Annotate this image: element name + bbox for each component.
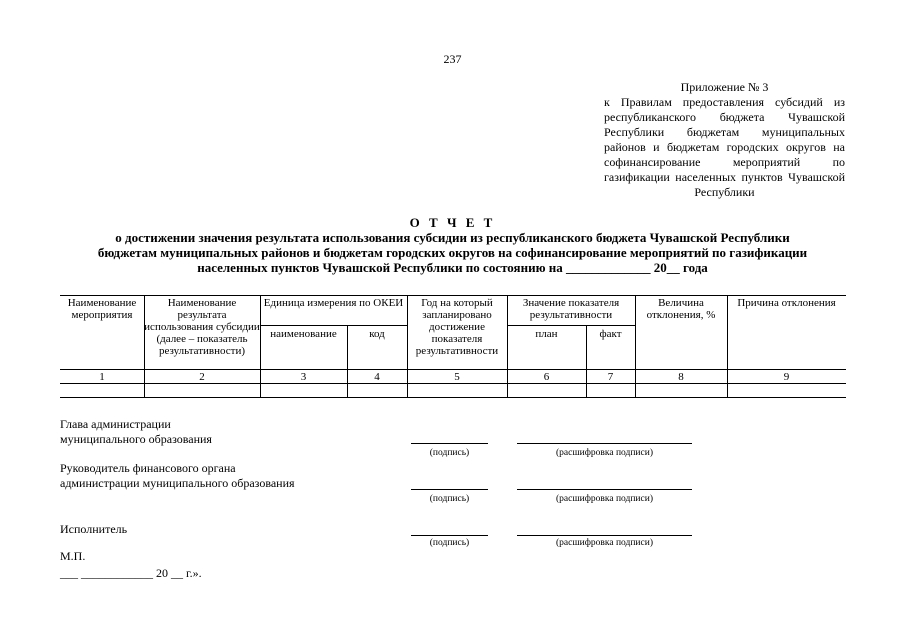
header-plan: план [535,328,558,340]
report-table [60,295,846,398]
appendix-block [604,80,845,200]
finance-decode-line [517,489,692,490]
executor-label: Исполнитель [60,522,128,536]
page-number: 237 [443,52,462,66]
column-number: 1 [99,371,105,383]
column-number: 8 [678,371,684,383]
head-signatory [60,417,212,447]
column-number: 7 [607,371,614,383]
finance-sign-caption: (подпись) [429,494,470,504]
table-top-line [60,295,846,296]
report-subtitle-line1: о достижении значения результата использования субсидии из республиканского бюджета Чувашской Республики [115,230,790,245]
head-decode-line [517,443,692,444]
header-result-name: Наименование результата использования субсидии (далее – показатель результативности) [144,297,260,357]
head-title-line1: Глава администрации [60,417,171,431]
column-number: 2 [199,371,205,383]
header-planned-year: Год на который запланировано достижение показателя результативности [415,297,499,357]
column-number: 3 [300,371,307,383]
appendix-body: к Правилам предоставления субсидий из республиканского бюджета Чувашской Республики бюджетам муниципальных районов и бюджетам городских округов на софинансирование мероприятий по газификации населенных пунктов Чувашской Республики [604,95,845,199]
header-reason: Причина отклонения [737,297,836,309]
header-measure-name: Наименование мероприятия [67,297,137,321]
finance-title-line2: администрации муниципального образования [60,476,295,490]
finance-signatory [60,461,295,491]
executor-signature-line [411,535,488,536]
finance-decode-caption: (расшифровка подписи) [556,494,653,504]
head-title-line2: муниципального образования [60,432,212,446]
column-number: 9 [783,371,790,383]
header-value-group: Значение показателя результативности [522,297,620,321]
finance-title-line1: Руководитель финансового органа [60,461,236,475]
finance-signature-line [411,489,488,490]
stamp-label: М.П. [60,549,86,563]
date-line: ___ ____________ 20 __ г.». [60,566,202,580]
executor-decode-line [517,535,692,536]
header-unit-code: код [369,328,385,340]
header-unit-name: наименование [270,328,337,340]
numbers-bottom-line [60,383,846,384]
unit-group-divider [260,325,407,326]
report-title: О Т Ч Е Т [409,215,496,230]
header-bottom-line [60,369,846,370]
column-number: 4 [374,371,380,383]
report-subtitle-line2: бюджетам муниципальных районов и бюджетам городских округов на софинансирование мероприятий по газификации [97,245,808,260]
executor-decode-caption: (расшифровка подписи) [556,538,653,548]
table-bottom-line [60,397,846,398]
head-signature-line [411,443,488,444]
header-deviation: Величина отклонения, % [646,297,716,321]
report-title-block [40,215,865,275]
report-subtitle-line3: населенных пунктов Чувашской Республики по состоянию на _____________ 20__ года [197,260,708,275]
header-unit-group: Единица измерения по ОКЕИ [263,297,404,309]
appendix-title: Приложение № 3 [680,80,769,94]
column-number: 5 [454,371,460,383]
head-decode-caption: (расшифровка подписи) [556,448,653,458]
head-sign-caption: (подпись) [429,448,470,458]
header-fact: факт [599,328,622,340]
executor-sign-caption: (подпись) [429,538,470,548]
column-number: 6 [543,371,550,383]
value-group-divider [507,325,635,326]
